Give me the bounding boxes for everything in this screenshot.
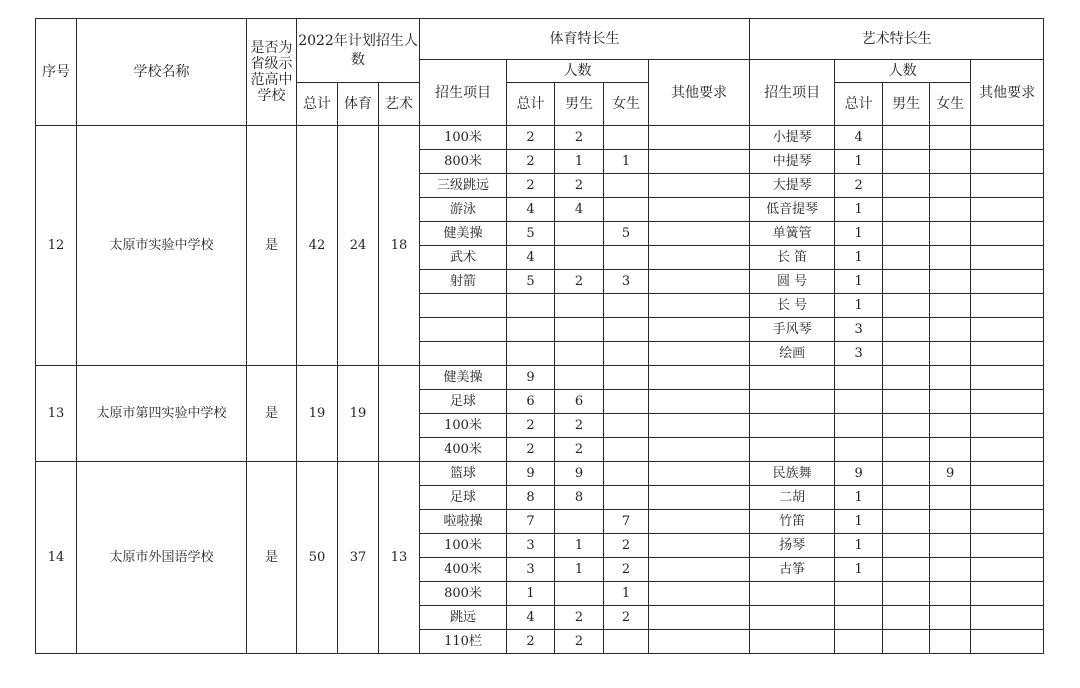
- sports-item-cell: 游泳: [420, 198, 507, 222]
- arts-female-cell: [930, 246, 971, 270]
- sports-male-cell: 6: [555, 390, 604, 414]
- sports-female-cell: [604, 414, 649, 438]
- header-plan-2022: 2022年计划招生人数: [297, 19, 420, 83]
- sports-other-cell: [649, 390, 750, 414]
- sports-total-cell: [507, 294, 555, 318]
- header-arts-count: 人数: [835, 60, 971, 83]
- arts-female-cell: [930, 582, 971, 606]
- sports-female-cell: 3: [604, 270, 649, 294]
- sports-female-cell: 2: [604, 606, 649, 630]
- arts-female-cell: [930, 510, 971, 534]
- sports-female-cell: 5: [604, 222, 649, 246]
- arts-total-cell: 4: [835, 126, 883, 150]
- arts-total-cell: 1: [835, 534, 883, 558]
- arts-male-cell: [883, 534, 930, 558]
- arts-female-cell: [930, 126, 971, 150]
- sports-total-cell: 6: [507, 390, 555, 414]
- arts-total-cell: [835, 606, 883, 630]
- sports-female-cell: [604, 126, 649, 150]
- sports-female-cell: [604, 246, 649, 270]
- sports-male-cell: 2: [555, 270, 604, 294]
- arts-other-cell: [971, 174, 1044, 198]
- header-arts-total: 总计: [835, 83, 883, 126]
- sports-male-cell: 8: [555, 486, 604, 510]
- sports-female-cell: [604, 342, 649, 366]
- arts-other-cell: [971, 630, 1044, 654]
- sports-male-cell: 1: [555, 150, 604, 174]
- arts-other-cell: [971, 246, 1044, 270]
- arts-female-cell: [930, 486, 971, 510]
- sports-male-cell: 4: [555, 198, 604, 222]
- arts-male-cell: [883, 270, 930, 294]
- arts-male-cell: [883, 342, 930, 366]
- school-index-cell: 12: [36, 126, 77, 366]
- header-row-1: [36, 19, 1044, 60]
- arts-total-cell: 1: [835, 222, 883, 246]
- sports-total-cell: 2: [507, 630, 555, 654]
- sports-total-cell: [507, 318, 555, 342]
- sports-item-cell: 啦啦操: [420, 510, 507, 534]
- provincial-cell: 是: [247, 366, 297, 462]
- sports-female-cell: 1: [604, 150, 649, 174]
- arts-female-cell: [930, 198, 971, 222]
- sports-item-cell: 健美操: [420, 222, 507, 246]
- sports-item-cell: 射箭: [420, 270, 507, 294]
- arts-female-cell: [930, 438, 971, 462]
- sports-male-cell: 2: [555, 438, 604, 462]
- sports-total-cell: 5: [507, 222, 555, 246]
- sports-total-cell: 2: [507, 438, 555, 462]
- header-sports-group: 体育特长生: [420, 19, 750, 60]
- sports-male-cell: [555, 510, 604, 534]
- arts-male-cell: [883, 294, 930, 318]
- arts-male-cell: [883, 198, 930, 222]
- arts-male-cell: [883, 126, 930, 150]
- arts-other-cell: [971, 534, 1044, 558]
- arts-total-cell: 1: [835, 198, 883, 222]
- plan-total-cell: 50: [297, 462, 338, 654]
- school-name-cell: 太原市实验中学校: [77, 126, 247, 366]
- arts-total-cell: 3: [835, 342, 883, 366]
- school-index-cell: 13: [36, 366, 77, 462]
- arts-male-cell: [883, 606, 930, 630]
- sports-total-cell: 2: [507, 150, 555, 174]
- sports-male-cell: 2: [555, 126, 604, 150]
- plan-total-cell: 19: [297, 366, 338, 462]
- header-sports-other: 其他要求: [649, 60, 750, 126]
- arts-male-cell: [883, 486, 930, 510]
- sports-other-cell: [649, 438, 750, 462]
- arts-item-cell: 长 号: [750, 294, 835, 318]
- sports-male-cell: 9: [555, 462, 604, 486]
- arts-other-cell: [971, 438, 1044, 462]
- arts-total-cell: [835, 630, 883, 654]
- sports-item-cell: 篮球: [420, 462, 507, 486]
- plan-sports-cell: 24: [338, 126, 379, 366]
- arts-female-cell: [930, 414, 971, 438]
- arts-female-cell: [930, 222, 971, 246]
- sports-other-cell: [649, 534, 750, 558]
- sports-male-cell: 2: [555, 174, 604, 198]
- sports-total-cell: 7: [507, 510, 555, 534]
- arts-total-cell: 1: [835, 246, 883, 270]
- school-index-cell: 14: [36, 462, 77, 654]
- sports-total-cell: 2: [507, 414, 555, 438]
- sports-total-cell: 1: [507, 582, 555, 606]
- plan-sports-cell: 37: [338, 462, 379, 654]
- arts-item-cell: 竹笛: [750, 510, 835, 534]
- sports-male-cell: 1: [555, 534, 604, 558]
- arts-total-cell: [835, 390, 883, 414]
- arts-total-cell: 1: [835, 270, 883, 294]
- sports-female-cell: 2: [604, 534, 649, 558]
- arts-female-cell: [930, 342, 971, 366]
- sports-male-cell: [555, 366, 604, 390]
- arts-item-cell: 二胡: [750, 486, 835, 510]
- sports-male-cell: [555, 318, 604, 342]
- sports-other-cell: [649, 462, 750, 486]
- sports-other-cell: [649, 318, 750, 342]
- sports-other-cell: [649, 510, 750, 534]
- sports-other-cell: [649, 558, 750, 582]
- school-name-cell: 太原市第四实验中学校: [77, 366, 247, 462]
- header-index: 序号: [36, 19, 77, 126]
- arts-other-cell: [971, 342, 1044, 366]
- sports-item-cell: 400米: [420, 558, 507, 582]
- arts-total-cell: [835, 438, 883, 462]
- arts-item-cell: 单簧管: [750, 222, 835, 246]
- header-arts-male: 男生: [883, 83, 930, 126]
- arts-item-cell: [750, 438, 835, 462]
- arts-other-cell: [971, 414, 1044, 438]
- sports-total-cell: 4: [507, 606, 555, 630]
- arts-other-cell: [971, 390, 1044, 414]
- sports-female-cell: [604, 318, 649, 342]
- sports-female-cell: 7: [604, 510, 649, 534]
- sports-total-cell: 3: [507, 558, 555, 582]
- arts-other-cell: [971, 198, 1044, 222]
- header-arts-female: 女生: [930, 83, 971, 126]
- arts-male-cell: [883, 366, 930, 390]
- sports-total-cell: 2: [507, 174, 555, 198]
- sports-other-cell: [649, 582, 750, 606]
- sports-male-cell: 2: [555, 414, 604, 438]
- header-sports-female: 女生: [604, 83, 649, 126]
- header-sports-count: 人数: [507, 60, 649, 83]
- sports-item-cell: 三级跳远: [420, 174, 507, 198]
- sports-item-cell: 足球: [420, 486, 507, 510]
- sports-item-cell: 100米: [420, 414, 507, 438]
- sports-item-cell: 100米: [420, 534, 507, 558]
- sports-male-cell: [555, 582, 604, 606]
- arts-other-cell: [971, 126, 1044, 150]
- plan-arts-cell: [379, 366, 420, 462]
- arts-total-cell: 1: [835, 150, 883, 174]
- arts-other-cell: [971, 270, 1044, 294]
- arts-total-cell: 3: [835, 318, 883, 342]
- arts-item-cell: [750, 582, 835, 606]
- sports-item-cell: 健美操: [420, 366, 507, 390]
- arts-item-cell: 小提琴: [750, 126, 835, 150]
- sports-other-cell: [649, 486, 750, 510]
- header-is-provincial: 是否为省级示范高中学校: [247, 19, 297, 126]
- arts-total-cell: 1: [835, 486, 883, 510]
- sports-other-cell: [649, 150, 750, 174]
- sports-other-cell: [649, 174, 750, 198]
- sports-item-cell: 400米: [420, 438, 507, 462]
- sports-other-cell: [649, 606, 750, 630]
- arts-total-cell: 1: [835, 294, 883, 318]
- arts-male-cell: [883, 558, 930, 582]
- sports-other-cell: [649, 222, 750, 246]
- plan-sports-cell: 19: [338, 366, 379, 462]
- arts-male-cell: [883, 510, 930, 534]
- header-sports-item: 招生项目: [420, 60, 507, 126]
- arts-male-cell: [883, 390, 930, 414]
- plan-total-cell: 42: [297, 126, 338, 366]
- header-plan-sports: 体育: [338, 83, 379, 126]
- sports-item-cell: [420, 294, 507, 318]
- arts-item-cell: 绘画: [750, 342, 835, 366]
- sports-male-cell: [555, 246, 604, 270]
- sports-female-cell: [604, 198, 649, 222]
- school-name-cell: 太原市外国语学校: [77, 462, 247, 654]
- sports-total-cell: [507, 342, 555, 366]
- admission-table: [35, 18, 1044, 654]
- sports-male-cell: 1: [555, 558, 604, 582]
- arts-other-cell: [971, 582, 1044, 606]
- arts-female-cell: [930, 606, 971, 630]
- plan-arts-cell: 13: [379, 462, 420, 654]
- arts-other-cell: [971, 486, 1044, 510]
- sports-item-cell: 110栏: [420, 630, 507, 654]
- arts-female-cell: [930, 270, 971, 294]
- arts-male-cell: [883, 462, 930, 486]
- header-arts-group: 艺术特长生: [750, 19, 1044, 60]
- arts-male-cell: [883, 582, 930, 606]
- arts-item-cell: 圆 号: [750, 270, 835, 294]
- arts-male-cell: [883, 246, 930, 270]
- arts-total-cell: [835, 582, 883, 606]
- sports-other-cell: [649, 414, 750, 438]
- sports-total-cell: 9: [507, 462, 555, 486]
- provincial-cell: 是: [247, 126, 297, 366]
- sports-male-cell: 2: [555, 606, 604, 630]
- arts-other-cell: [971, 558, 1044, 582]
- sports-female-cell: [604, 294, 649, 318]
- header-plan-arts: 艺术: [379, 83, 420, 126]
- header-sports-total: 总计: [507, 83, 555, 126]
- arts-item-cell: [750, 390, 835, 414]
- sports-male-cell: [555, 222, 604, 246]
- sports-total-cell: 8: [507, 486, 555, 510]
- sports-other-cell: [649, 246, 750, 270]
- arts-male-cell: [883, 414, 930, 438]
- sports-female-cell: [604, 390, 649, 414]
- sports-other-cell: [649, 366, 750, 390]
- arts-item-cell: 手风琴: [750, 318, 835, 342]
- sports-female-cell: 2: [604, 558, 649, 582]
- arts-male-cell: [883, 630, 930, 654]
- sports-item-cell: 武术: [420, 246, 507, 270]
- sports-female-cell: [604, 462, 649, 486]
- sports-item-cell: [420, 342, 507, 366]
- arts-other-cell: [971, 510, 1044, 534]
- arts-male-cell: [883, 150, 930, 174]
- arts-female-cell: [930, 558, 971, 582]
- sports-male-cell: [555, 294, 604, 318]
- sports-female-cell: 1: [604, 582, 649, 606]
- arts-male-cell: [883, 222, 930, 246]
- sports-male-cell: 2: [555, 630, 604, 654]
- arts-item-cell: 古筝: [750, 558, 835, 582]
- sports-total-cell: 3: [507, 534, 555, 558]
- arts-female-cell: [930, 366, 971, 390]
- header-arts-item: 招生项目: [750, 60, 835, 126]
- arts-other-cell: [971, 150, 1044, 174]
- arts-item-cell: 大提琴: [750, 174, 835, 198]
- arts-other-cell: [971, 366, 1044, 390]
- arts-other-cell: [971, 462, 1044, 486]
- arts-other-cell: [971, 318, 1044, 342]
- sports-female-cell: [604, 486, 649, 510]
- arts-male-cell: [883, 438, 930, 462]
- plan-arts-cell: 18: [379, 126, 420, 366]
- sports-total-cell: 4: [507, 246, 555, 270]
- sports-other-cell: [649, 294, 750, 318]
- sports-female-cell: [604, 366, 649, 390]
- arts-item-cell: 民族舞: [750, 462, 835, 486]
- arts-item-cell: 低音提琴: [750, 198, 835, 222]
- sports-item-cell: 足球: [420, 390, 507, 414]
- arts-male-cell: [883, 174, 930, 198]
- header-arts-other: 其他要求: [971, 60, 1044, 126]
- sports-total-cell: 9: [507, 366, 555, 390]
- header-plan-total: 总计: [297, 83, 338, 126]
- arts-item-cell: 长 笛: [750, 246, 835, 270]
- sports-female-cell: [604, 438, 649, 462]
- sports-total-cell: 5: [507, 270, 555, 294]
- arts-female-cell: [930, 534, 971, 558]
- arts-total-cell: [835, 366, 883, 390]
- arts-female-cell: [930, 390, 971, 414]
- arts-other-cell: [971, 222, 1044, 246]
- arts-total-cell: 1: [835, 510, 883, 534]
- arts-female-cell: [930, 318, 971, 342]
- sports-item-cell: 跳远: [420, 606, 507, 630]
- sports-other-cell: [649, 270, 750, 294]
- arts-item-cell: [750, 630, 835, 654]
- arts-total-cell: 2: [835, 174, 883, 198]
- arts-total-cell: 1: [835, 558, 883, 582]
- sports-other-cell: [649, 198, 750, 222]
- arts-other-cell: [971, 606, 1044, 630]
- arts-female-cell: [930, 174, 971, 198]
- sports-total-cell: 2: [507, 126, 555, 150]
- arts-male-cell: [883, 318, 930, 342]
- arts-female-cell: [930, 630, 971, 654]
- sports-female-cell: [604, 630, 649, 654]
- table-row: [36, 366, 1044, 390]
- provincial-cell: 是: [247, 462, 297, 654]
- sports-item-cell: 800米: [420, 150, 507, 174]
- arts-female-cell: [930, 294, 971, 318]
- arts-total-cell: 9: [835, 462, 883, 486]
- header-school-name: 学校名称: [77, 19, 247, 126]
- arts-other-cell: [971, 294, 1044, 318]
- sports-total-cell: 4: [507, 198, 555, 222]
- sports-item-cell: 100米: [420, 126, 507, 150]
- sports-other-cell: [649, 630, 750, 654]
- sports-other-cell: [649, 126, 750, 150]
- header-sports-male: 男生: [555, 83, 604, 126]
- arts-item-cell: 中提琴: [750, 150, 835, 174]
- table-row: [36, 126, 1044, 150]
- sports-male-cell: [555, 342, 604, 366]
- sports-item-cell: 800米: [420, 582, 507, 606]
- sports-female-cell: [604, 174, 649, 198]
- arts-total-cell: [835, 414, 883, 438]
- table-row: [36, 462, 1044, 486]
- arts-item-cell: [750, 366, 835, 390]
- sports-item-cell: [420, 318, 507, 342]
- arts-item-cell: [750, 606, 835, 630]
- arts-item-cell: 扬琴: [750, 534, 835, 558]
- sports-other-cell: [649, 342, 750, 366]
- arts-female-cell: [930, 150, 971, 174]
- arts-female-cell: 9: [930, 462, 971, 486]
- arts-item-cell: [750, 414, 835, 438]
